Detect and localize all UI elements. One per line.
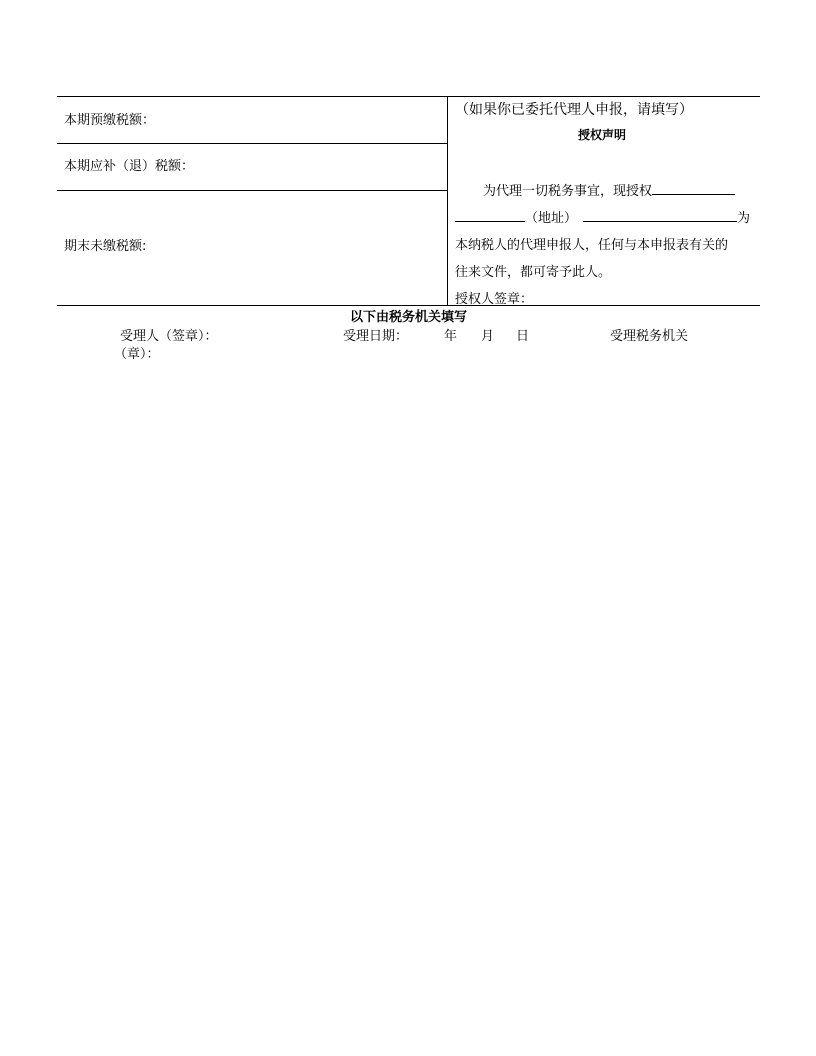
month-label: 月: [481, 329, 495, 344]
authorization-text: 为代理一切税务事宜，现授权: [483, 184, 653, 199]
address-blank: [583, 207, 737, 222]
column-divider: [447, 97, 448, 306]
wei-text: 为: [737, 211, 751, 226]
receiver-signature-label: 受理人（签章）：: [120, 329, 218, 344]
unpaid-tax-label: 期末未缴税额:: [64, 239, 147, 254]
row-divider: [57, 143, 447, 144]
tax-office-section-title: 以下由税务机关填写: [349, 310, 467, 325]
receive-date-label: 受理日期：: [343, 329, 409, 344]
year-label: 年: [444, 329, 458, 344]
agent-note: （如果你已委托代理人申报，请填写）: [455, 102, 693, 118]
row-divider: [57, 190, 447, 191]
authorization-line-address: [455, 207, 750, 226]
tax-office-label: 受理税务机关: [610, 329, 689, 344]
address-label: （地址）: [525, 211, 578, 226]
authorization-line-3: 往来文件，都可寄予此人。: [455, 265, 612, 280]
authorization-title: 授权声明: [577, 128, 626, 142]
stamp-label: （章）：: [114, 347, 160, 362]
authorization-line-1: [483, 180, 735, 199]
tax-form-table: [57, 96, 760, 306]
prepaid-tax-label: 本期预缴税额：: [64, 113, 156, 128]
authorization-line-2: 本纳税人的代理申报人，任何与本申报表有关的: [455, 238, 729, 253]
supplement-tax-label: 本期应补（退）税额：: [64, 159, 195, 174]
day-label: 日: [516, 329, 530, 344]
agent-name-blank: [652, 180, 735, 195]
authorizer-signature-label: 授权人签章：: [455, 292, 534, 307]
agent-name-blank-cont: [455, 207, 525, 222]
